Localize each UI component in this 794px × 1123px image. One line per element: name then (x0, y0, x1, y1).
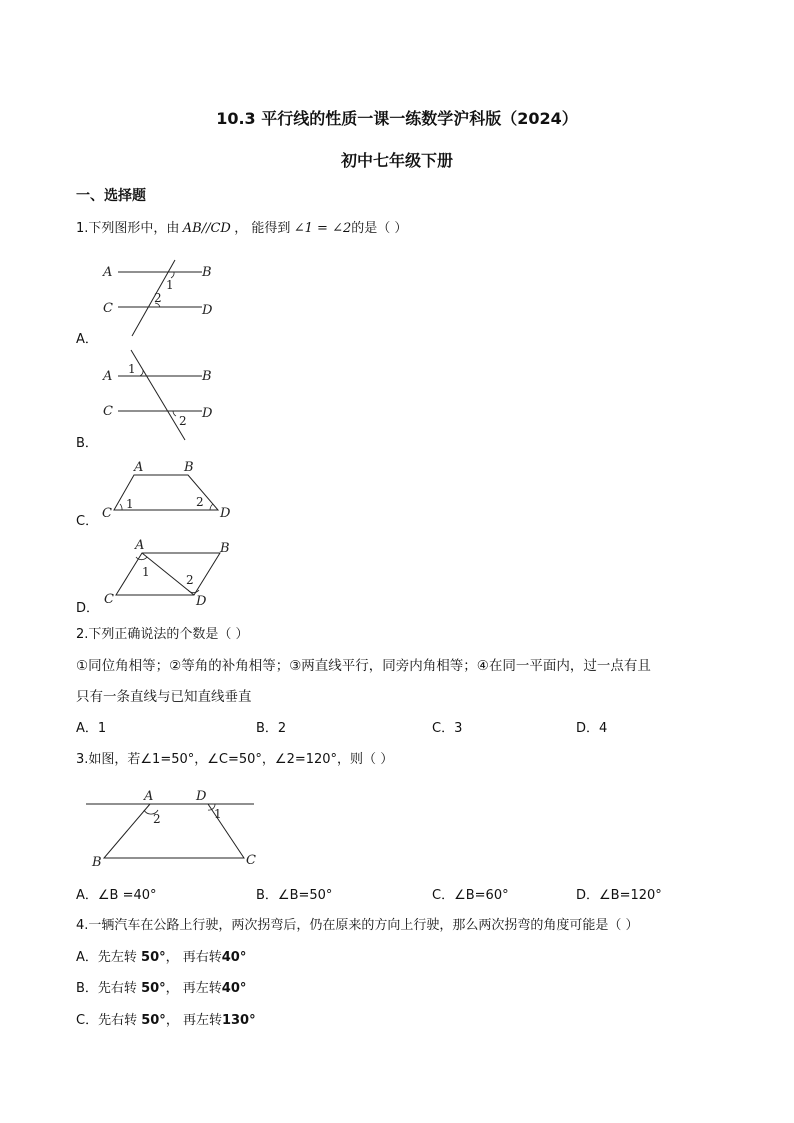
document-title: 10.3 平行线的性质一课一练数学沪科版（2024） (216, 109, 578, 128)
ab-parallel-cd: AB//CD (182, 221, 231, 236)
angle-2-label: 2 (196, 495, 204, 509)
figure-1b (100, 348, 220, 443)
option-1b[interactable]: B． (76, 436, 98, 451)
option-4a[interactable]: A．先左转 50°， 再右转40° (76, 950, 247, 965)
angle-equation: ∠1 = ∠2 (293, 221, 352, 236)
angle-1-label: 1 (142, 565, 150, 579)
label-a: A (144, 789, 154, 804)
label-a: A (134, 460, 144, 475)
option-2d[interactable]: D．4 (576, 721, 608, 736)
label-b: B (92, 855, 102, 870)
label-c: C (102, 506, 112, 521)
label-a: A (135, 538, 145, 553)
figure-1a (100, 258, 220, 338)
angle-2-label: 2 (153, 812, 161, 826)
label-d: D (220, 506, 231, 521)
option-2b[interactable]: B．2 (256, 721, 287, 736)
label-d: D (196, 789, 207, 804)
angle-2-label: 2 (186, 573, 194, 587)
angle-2-label: 2 (179, 414, 187, 428)
angle-1-label: 1 (214, 807, 222, 821)
option-4b[interactable]: B．先右转 50°， 再左转40° (76, 981, 247, 996)
option-3d[interactable]: D．∠B=120° (576, 888, 662, 903)
label-c: C (103, 301, 113, 316)
label-d: D (202, 303, 213, 318)
label-c: C (246, 853, 256, 868)
figure-1c (100, 455, 240, 520)
label-c: C (104, 592, 114, 607)
section-heading: 一、选择题 (76, 188, 146, 204)
label-b: B (184, 460, 194, 475)
question-4-stem: 4.一辆汽车在公路上行驶，两次拐弯后，仍在原来的方向上行驶，那么两次拐弯的角度可能是（ ） (76, 918, 639, 933)
label-a: A (103, 265, 113, 280)
question-2-stem: 2.下列正确说法的个数是（ ） (76, 627, 249, 642)
question-1-stem: 1.下列图形中，由 AB//CD ， 能得到 ∠1 = ∠2的是（ ） (76, 221, 408, 236)
option-4c[interactable]: C．先右转 50°， 再左转130° (76, 1013, 256, 1028)
option-2a[interactable]: A．1 (76, 721, 107, 736)
angle-1-label: 1 (126, 497, 134, 511)
question-3-stem: 3.如图，若∠1=50°，∠C=50°，∠2=120°，则（ ） (76, 752, 394, 767)
question-2-statements-line1: ①同位角相等；②等角的补角相等；③两直线平行，同旁内角相等；④在同一平面内，过一点有且 (76, 658, 651, 674)
angle-2-label: 2 (154, 291, 162, 305)
option-3a[interactable]: A．∠B =40° (76, 888, 157, 903)
label-a: A (103, 369, 113, 384)
label-b: B (220, 541, 230, 556)
document-subtitle: 初中七年级下册 (340, 151, 453, 170)
label-d: D (202, 406, 213, 421)
question-2-statements-line2: 只有一条直线与已知直线垂直 (76, 689, 252, 705)
option-3c[interactable]: C．∠B=60° (432, 888, 509, 903)
option-2c[interactable]: C．3 (432, 721, 463, 736)
angle-1-label: 1 (128, 362, 136, 376)
figure-1d (100, 535, 240, 607)
label-c: C (103, 404, 113, 419)
angle-1-label: 1 (166, 278, 174, 292)
label-b: B (202, 369, 212, 384)
label-d: D (196, 594, 207, 609)
option-1a[interactable]: A． (76, 332, 98, 347)
label-b: B (202, 265, 212, 280)
option-3b[interactable]: B．∠B=50° (256, 888, 333, 903)
option-1c[interactable]: C． (76, 514, 99, 529)
option-1d[interactable]: D． (76, 601, 100, 616)
figure-3 (84, 786, 264, 868)
